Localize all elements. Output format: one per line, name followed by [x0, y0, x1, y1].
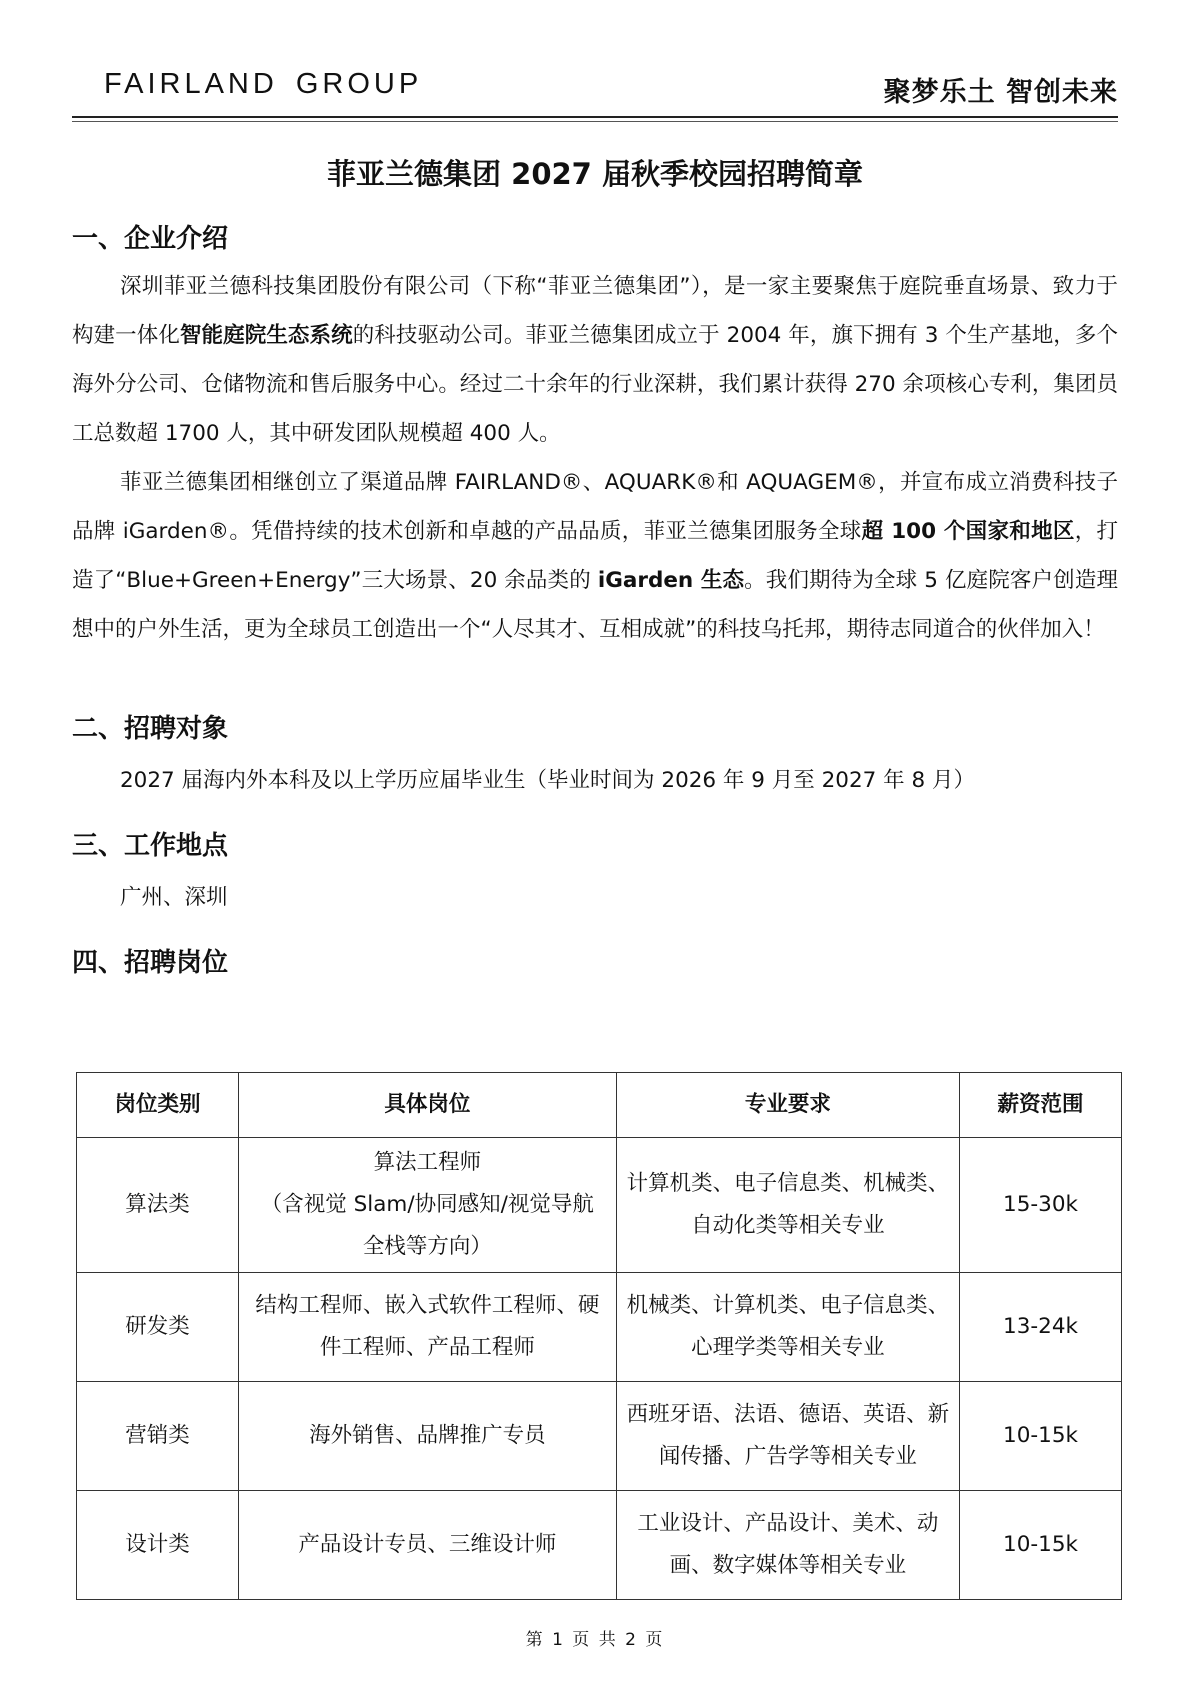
page-title: 菲亚兰德集团 2027 届秋季校园招聘简章: [327, 157, 863, 191]
salary-cell: 13-24k: [960, 1273, 1122, 1382]
salary-cell: 10-15k: [960, 1382, 1122, 1491]
category-cell: 营销类: [77, 1382, 239, 1491]
slogan: 聚梦乐土 智创未来: [883, 77, 1118, 108]
table-row: [77, 1382, 1122, 1491]
section-heading-intro: 一、企业介绍: [72, 224, 229, 254]
target-text: 2027 届海内外本科及以上学历应届毕业生（毕业时间为 2026 年 9 月至 2027 年 8 月）: [120, 768, 976, 793]
company-logo: [104, 68, 422, 101]
position-line: （含视觉 Slam/协同感知/视觉导航: [260, 1192, 594, 1217]
location-text: 广州、深圳: [120, 885, 228, 910]
section-heading-positions: 四、招聘岗位: [72, 948, 229, 978]
salary-cell: 15-30k: [960, 1138, 1122, 1273]
salary-cell: 10-15k: [960, 1491, 1122, 1600]
position-cell: [238, 1138, 616, 1273]
column-header: 岗位类别: [77, 1073, 239, 1138]
header-rule: [72, 116, 1118, 118]
section-heading-location: 三、工作地点: [72, 831, 229, 861]
column-header: 专业要求: [616, 1073, 959, 1138]
header-rule-thin: [72, 121, 1118, 122]
positions-table: [76, 1072, 1122, 1600]
major-cell: 西班牙语、法语、德语、英语、新闻传播、广告学等相关专业: [616, 1382, 959, 1491]
page-header: [72, 64, 1118, 124]
table-row: [77, 1273, 1122, 1382]
column-header: 薪资范围: [960, 1073, 1122, 1138]
category-cell: 算法类: [77, 1138, 239, 1273]
position-cell: 结构工程师、嵌入式软件工程师、硬件工程师、产品工程师: [238, 1273, 616, 1382]
position-cell: 产品设计专员、三维设计师: [238, 1491, 616, 1600]
intro-paragraph-2: 菲亚兰德集团相继创立了渠道品牌 FAIRLAND®、AQUARK®和 AQUAGEM®，并宣布成立消费科技子品牌 iGarden®。凭借持续的技术创新和卓越的产品品质，菲亚兰德集团服务全球超 100 个国家和地区，打造了“Blue+Green+Energy”三大场景、20 余品类的 iGarden 生态。我们期待为全球 5 亿庭院客户创造理想中的户外生活，更为全球员工创造出一个“人尽其才、互相成就”的科技乌托邦，期待志同道合的伙伴加入！: [72, 470, 1118, 642]
table-header-row: [77, 1073, 1122, 1138]
category-cell: 研发类: [77, 1273, 239, 1382]
major-cell: 工业设计、产品设计、美术、动画、数字媒体等相关专业: [616, 1491, 959, 1600]
logo-word-1: FAIRLAND: [104, 68, 278, 100]
section-heading-target: 二、招聘对象: [72, 714, 229, 744]
major-cell: 机械类、计算机类、电子信息类、心理学类等相关专业: [616, 1273, 959, 1382]
logo-word-2: GROUP: [295, 68, 423, 100]
category-cell: 设计类: [77, 1491, 239, 1600]
position-cell: 海外销售、品牌推广专员: [238, 1382, 616, 1491]
table-row: [77, 1491, 1122, 1600]
intro-text: [72, 262, 1118, 654]
column-header: 具体岗位: [238, 1073, 616, 1138]
major-cell: 计算机类、电子信息类、机械类、自动化类等相关专业: [616, 1138, 959, 1273]
position-line: 全栈等方向）: [362, 1234, 492, 1259]
page-number: 第 1 页 共 2 页: [525, 1630, 665, 1650]
intro-paragraph-1: 深圳菲亚兰德科技集团股份有限公司（下称“菲亚兰德集团”），是一家主要聚焦于庭院垂直场景、致力于构建一体化智能庭院生态系统的科技驱动公司。菲亚兰德集团成立于 2004 年，旗下拥有 3 个生产基地，多个海外分公司、仓储物流和售后服务中心。经过二十余年的行业深耕，我们累计获得 270 余项核心专利，集团员工总数超 1700 人，其中研发团队规模超 400 人。: [72, 274, 1118, 446]
table-row: [77, 1138, 1122, 1273]
position-line: 算法工程师: [373, 1150, 482, 1175]
